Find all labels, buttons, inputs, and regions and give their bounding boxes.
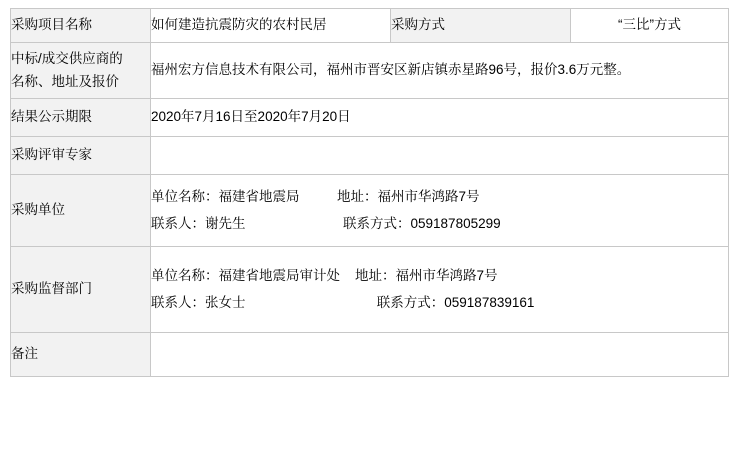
row-label-announcement-period: 结果公示期限 [11, 99, 151, 137]
row-label-procurement-method: 采购方式 [391, 9, 571, 43]
row-value-announcement-period: 2020年7月16日至2020年7月20日 [151, 99, 729, 137]
row-value-review-experts [151, 137, 729, 175]
supervision-department-line1: 单位名称：福建省地震局审计处 地址：福州市华鸿路7号 [151, 267, 498, 283]
table-row [11, 175, 729, 247]
table-row [11, 247, 729, 333]
row-value-purchasing-unit [151, 175, 729, 247]
row-label-project-name: 采购项目名称 [11, 9, 151, 43]
table-row [11, 99, 729, 137]
table-row [11, 43, 729, 99]
row-value-winning-supplier: 福州宏方信息技术有限公司，福州市晋安区新店镇赤星路96号，报价3.6万元整。 [151, 43, 729, 99]
row-label-review-experts: 采购评审专家 [11, 137, 151, 175]
row-label-winning-supplier [11, 43, 151, 99]
row-label-winning-supplier-line1: 中标/成交供应商的 [11, 50, 123, 66]
procurement-result-table-container [10, 8, 728, 377]
row-label-remarks: 备注 [11, 333, 151, 377]
row-value-remarks [151, 333, 729, 377]
row-value-supervision-department [151, 247, 729, 333]
row-value-procurement-method: “三比”方式 [571, 9, 729, 43]
row-label-supervision-department: 采购监督部门 [11, 247, 151, 333]
row-label-winning-supplier-line2: 名称、地址及报价 [11, 73, 119, 89]
row-label-purchasing-unit: 采购单位 [11, 175, 151, 247]
purchasing-unit-line1: 单位名称：福建省地震局 地址：福州市华鸿路7号 [151, 188, 480, 204]
table-row [11, 333, 729, 377]
procurement-result-table [10, 8, 729, 377]
table-row [11, 9, 729, 43]
supervision-department-line2: 联系人：张女士 联系方式：059187839161 [151, 294, 535, 310]
table-row [11, 137, 729, 175]
row-value-project-name: 如何建造抗震防灾的农村民居 [151, 9, 391, 43]
purchasing-unit-line2: 联系人：谢先生 联系方式：059187805299 [151, 215, 501, 231]
